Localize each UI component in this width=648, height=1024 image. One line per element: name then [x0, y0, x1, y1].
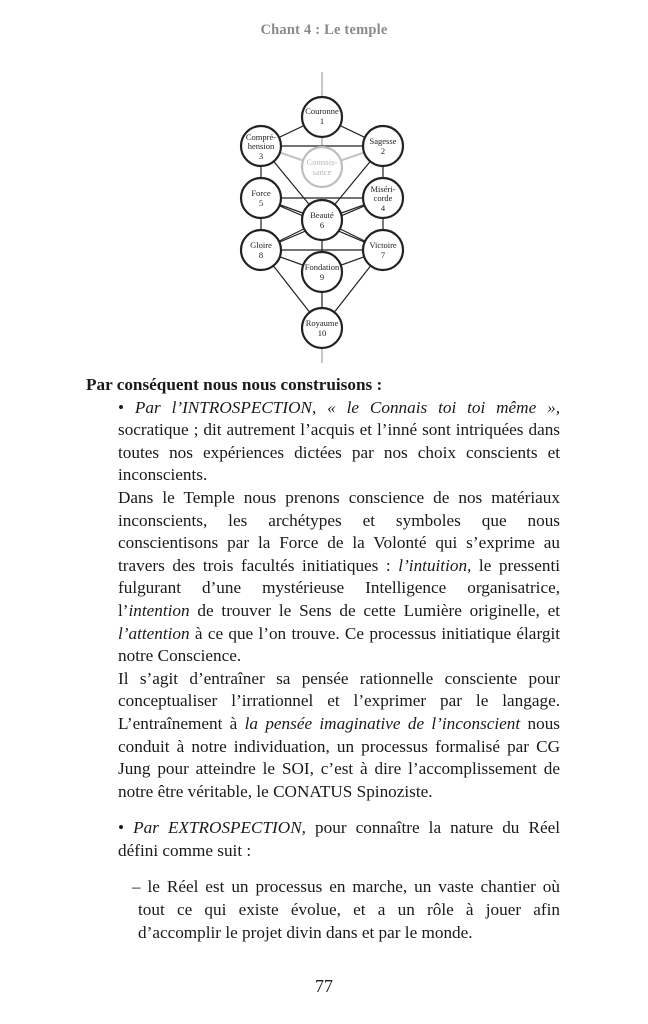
- term-intuition: l’intuition,: [398, 555, 472, 575]
- node-fondation: [302, 252, 342, 292]
- node-victoire: [363, 230, 403, 270]
- node-gloire-label: Gloire: [250, 240, 272, 250]
- sephirot-tree-diagram: [230, 70, 420, 365]
- introspection-lead: Par l’INTROSPECTION, « le Connais toi toi même »,: [134, 397, 560, 417]
- node-sagesse-label: Sagesse: [369, 136, 397, 146]
- node-misericorde-label-1: Miséri-: [370, 184, 396, 194]
- introspection-rest: socratique ; dit autrement l’acquis et l’inné sont intriquées dans toutes nos expériences dictées par nos choix conscients et inconscients.: [118, 420, 560, 485]
- node-comprehension-label-2: hension: [247, 141, 275, 151]
- temple-text-a: Dans le Temple nous prenons conscience de nos matériaux inconscients, les archétypes et symboles que nous conscientisons par la Force de la Volonté qui s’exprime au travers des trois facultés initiatiques :: [118, 487, 560, 575]
- node-sagesse: [363, 126, 403, 166]
- introspection-block: [86, 397, 560, 945]
- node-victoire-number: 7: [380, 250, 386, 260]
- bullet: •: [118, 818, 134, 838]
- node-couronne-number: 1: [319, 116, 325, 126]
- node-comprehension: [241, 126, 281, 166]
- temple-paragraph: [118, 487, 560, 668]
- node-couronne-label: Couronne: [305, 106, 339, 116]
- node-royaume: [302, 308, 342, 348]
- body-text: [86, 374, 560, 944]
- dash-list: [118, 876, 560, 944]
- node-connaissance-label-2: sance: [312, 167, 332, 177]
- individuation-text-a: Il s’agit d’entraîner sa pensée rationnelle consciente pour conceptualiser l’irrationnel et l’exprimer par le langage. L’entraînement à: [118, 668, 560, 733]
- node-misericorde-label-2: corde: [373, 193, 393, 203]
- running-head: Chant 4 : Le temple: [260, 22, 388, 38]
- node-beaute-label: Beauté: [310, 210, 334, 220]
- node-royaume-label: Royaume: [305, 318, 339, 328]
- node-beaute: [302, 200, 342, 240]
- node-beaute-number: 6: [319, 220, 325, 230]
- term-attention: l’attention: [118, 623, 190, 643]
- individuation-text-c: nous conduit à notre individuation, un processus formalisé par CG Jung pour atteindre le SOI, c’est à dire l’accomplissement de notre être véritable, le CONATUS Spinoziste.: [118, 713, 560, 801]
- page-number: 77: [315, 976, 333, 996]
- node-gloire-number: 8: [258, 250, 264, 260]
- node-fondation-label: Fondation: [304, 262, 340, 272]
- node-fondation-number: 9: [319, 272, 325, 282]
- node-comprehension-number: 3: [258, 151, 264, 161]
- temple-text-g: à ce que l’on trouve. Ce processus initiatique élargit notre Conscience.: [118, 623, 560, 666]
- node-sagesse-number: 2: [380, 146, 386, 156]
- node-connaissance-label-1: Connais-: [306, 157, 338, 167]
- node-comprehension-label-1: Compré-: [245, 132, 277, 142]
- bullet: •: [118, 397, 135, 417]
- extrospection-paragraph: [118, 817, 560, 862]
- node-force-label: Force: [251, 188, 271, 198]
- term-pensee-imaginative: la pensée imaginative de l’inconscient: [244, 713, 521, 733]
- node-force: [241, 178, 281, 218]
- introspection-paragraph: [118, 397, 560, 487]
- temple-text-c: le pressenti fulgurant d’une mystérieuse Intelligence organisatrice, l’: [118, 555, 560, 620]
- node-force-number: 5: [258, 198, 264, 208]
- node-victoire-label: Victoire: [369, 240, 397, 250]
- dash-list-item: – le Réel est un processus en marche, un vaste chantier où tout ce qui existe évolue, et a un rôle à jouer afin d’accomplir le projet divin dans et par le monde.: [132, 877, 560, 942]
- extrospection-lead: Par EXTROSPECTION,: [133, 818, 306, 838]
- node-couronne: [302, 97, 342, 137]
- node-misericorde: [363, 178, 403, 218]
- node-gloire: [241, 230, 281, 270]
- temple-text-e: de trouver le Sens de cette Lumière originelle, et: [189, 600, 560, 620]
- term-intention: intention: [128, 600, 190, 620]
- node-royaume-number: 10: [317, 328, 327, 338]
- extrospection-rest: pour connaître la nature du Réel défini comme suit :: [118, 818, 560, 860]
- individuation-paragraph: [118, 668, 560, 804]
- node-connaissance: [302, 147, 342, 187]
- node-misericorde-number: 4: [380, 203, 386, 213]
- section-heading: Par conséquent nous nous construisons :: [86, 375, 383, 394]
